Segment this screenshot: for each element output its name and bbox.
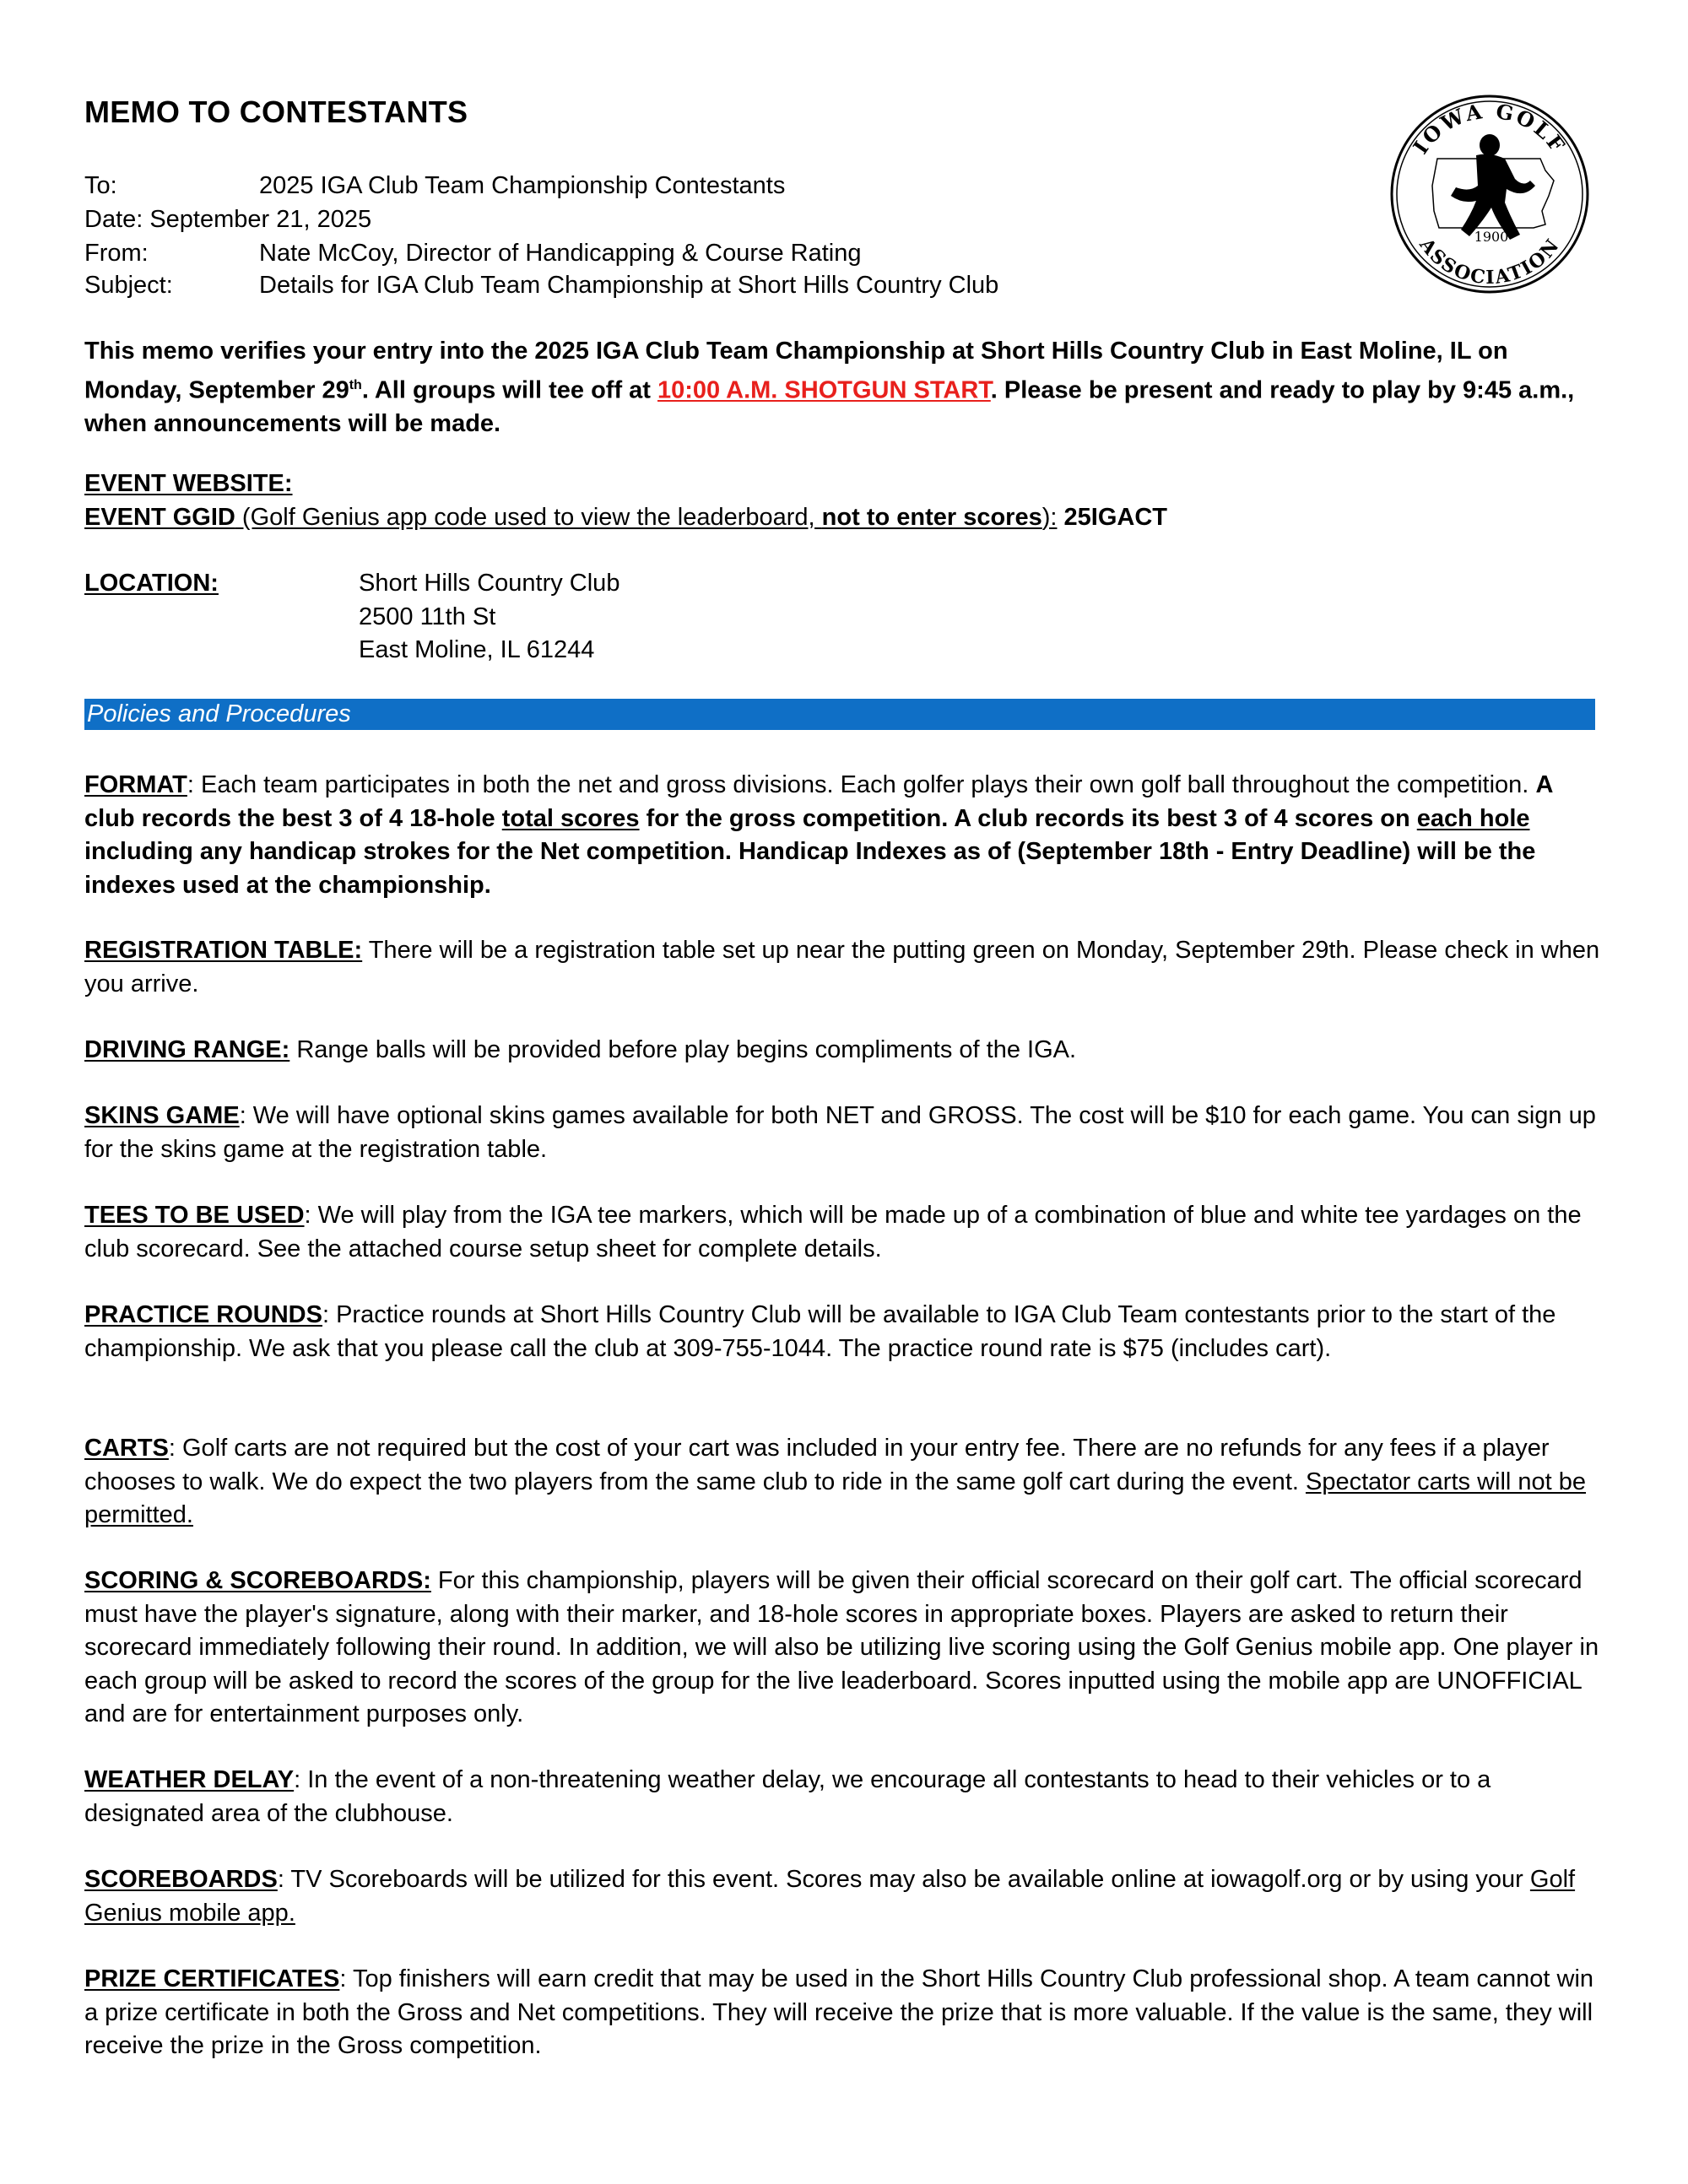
- practice-text: : Practice rounds at Short Hills Country Club will be available to IGA Club Team contestants prior to the start of the championship. We ask that you please call the club at 309-755-1044. The practice round rate is $75 (includes cart).: [84, 1301, 1556, 1362]
- range-label: DRIVING RANGE:: [84, 1036, 290, 1063]
- event-website-label: EVENT WEBSITE:: [84, 470, 293, 497]
- event-info: [84, 468, 1604, 534]
- format-bold-1: A club records the best 3 of 4 18-hole: [84, 771, 1553, 832]
- section-driving-range: [84, 1034, 1604, 1068]
- section-scoreboards: [84, 1863, 1604, 1930]
- registration-label: REGISTRATION TABLE:: [84, 937, 363, 964]
- practice-label: PRACTICE ROUNDS: [84, 1301, 322, 1328]
- format-bold-2: for the gross competition. A club records its best 3 of 4 scores on: [639, 804, 1417, 832]
- memo-title: MEMO TO CONTESTANTS: [84, 95, 468, 129]
- weather-text: : In the event of a non-threatening weather delay, we encourage all contestants to head to their vehicles or to a designated area of the clubhouse.: [84, 1766, 1491, 1827]
- to-value: 2025 IGA Club Team Championship Contestants: [259, 172, 786, 199]
- event-ggid-note: (Golf Genius app code used to view the leaderboard,: [235, 503, 822, 531]
- registration-text: There will be a registration table set up near the putting green on Monday, September 29th. Please check in when you arrive.: [84, 937, 1600, 997]
- carts-label: CARTS: [84, 1435, 169, 1462]
- location-line-1: Short Hills Country Club: [359, 570, 620, 597]
- scoreboards-label: SCOREBOARDS: [84, 1866, 278, 1893]
- scoreboards-text: : TV Scoreboards will be utilized for this event. Scores may also be available online at iowagolf.org or by using your: [277, 1866, 1530, 1893]
- section-prizes: [84, 1963, 1604, 2063]
- iga-logo: [1388, 93, 1591, 295]
- prizes-text: : Top finishers will earn credit that may be used in the Short Hills Country Club professional shop. A team cannot win a prize certificate in both the Gross and Net competitions. They will receive the prize that is more valuable. If the value is the same, they will receive the prize in the Gross competition.: [84, 1965, 1594, 2059]
- memo-date-line: [84, 203, 371, 236]
- date-label: Date:: [84, 206, 143, 233]
- location-line-3: East Moline, IL 61244: [359, 636, 595, 663]
- location-label: LOCATION:: [84, 570, 219, 597]
- format-bold-3: including any handicap strokes for the Net competition. Handicap Indexes as of (September 18th - Entry Deadline) will be the indexes used at the championship.: [84, 838, 1536, 899]
- section-format: [84, 769, 1604, 902]
- format-total-scores: total scores: [501, 804, 640, 832]
- location-block: [84, 567, 1604, 663]
- memo-subject-line: [84, 268, 998, 302]
- event-ggid-value: 25IGACT: [1057, 503, 1167, 531]
- section-practice: [84, 1299, 1604, 1365]
- subject-label: Subject:: [84, 272, 173, 299]
- section-scoring: [84, 1565, 1604, 1732]
- tees-text: : We will play from the IGA tee markers, which will be made up of a combination of blue and white tee yardages on the club scorecard. See the attached course setup sheet for complete details.: [84, 1202, 1582, 1262]
- logo-bottom-text: ASSOCIATION: [1415, 234, 1565, 289]
- section-weather: [84, 1764, 1604, 1830]
- location-line-2: 2500 11th St: [359, 603, 496, 630]
- event-ggid-note-end: ):: [1041, 503, 1058, 531]
- prizes-label: PRIZE CERTIFICATES: [84, 1965, 340, 1992]
- intro-text-1: This memo verifies your entry into the 2025 IGA Club Team Championship at Short Hills Country Club in East Moline, IL on Monday, September 29: [84, 338, 1508, 404]
- weather-label: WEATHER DELAY: [84, 1766, 295, 1793]
- skins-label: SKINS GAME: [84, 1102, 240, 1129]
- carts-text: : Golf carts are not required but the cost of your cart was included in your entry fee. There are no refunds for any fees if a player chooses to walk. We do expect the two players from the same club to ride in the same golf cart during the event.: [84, 1435, 1550, 1495]
- format-text: : Each team participates in both the net and gross divisions. Each golfer plays their own golf ball throughout the competition.: [187, 771, 1536, 798]
- scoring-text: For this championship, players will be given their official scorecard on their golf cart. The official scorecard must have the player's signature, along with their marker, and 18-hole scores in appropriate boxes. Players are asked to return their scorecard immediately following their round. In addition, we will also be utilizing live scoring using the Golf Genius mobile app. One player in each group will be asked to record the scores of the group for the live leaderboard. Scores inputted using the mobile app are UNOFFICIAL and are for entertainment purposes only.: [84, 1567, 1599, 1727]
- date-value: September 21, 2025: [149, 206, 372, 233]
- from-label: From:: [84, 240, 149, 267]
- carts-spectator-note: Spectator carts will not be permitted.: [84, 1468, 1587, 1528]
- memo-to-line: [84, 169, 785, 203]
- golf-genius-app-link[interactable]: Golf Genius mobile app.: [84, 1866, 1576, 1927]
- subject-value: Details for IGA Club Team Championship at Short Hills Country Club: [259, 272, 999, 299]
- range-text: Range balls will be provided before play begins compliments of the IGA.: [289, 1036, 1077, 1063]
- skins-text: : We will have optional skins games available for both NET and GROSS. The cost will be $10 for each game. You can sign up for the skins game at the registration table.: [84, 1102, 1596, 1163]
- format-label: FORMAT: [84, 771, 187, 798]
- to-label: To:: [84, 172, 117, 199]
- scoring-label: SCORING & SCOREBOARDS:: [84, 1567, 431, 1594]
- shotgun-start-highlight: 10:00 A.M. SHOTGUN START: [657, 376, 991, 404]
- section-tees: [84, 1199, 1604, 1266]
- section-carts: [84, 1432, 1604, 1533]
- section-registration: [84, 934, 1604, 1001]
- logo-year: 1900: [1474, 229, 1509, 245]
- intro-text-3: . Please be present and ready to play by 9:45 a.m., when announcements will be made.: [84, 376, 1575, 437]
- event-ggid-label: EVENT GGID: [84, 503, 235, 531]
- section-skins: [84, 1100, 1604, 1166]
- policies-banner: Policies and Procedures: [84, 699, 1595, 730]
- from-value: Nate McCoy, Director of Handicapping & Course Rating: [259, 240, 862, 267]
- logo-top-text: IOWA GOLF: [1408, 98, 1572, 159]
- intro-text-2: . All groups will tee off at: [361, 376, 657, 404]
- event-ggid-note-bold: not to enter scores: [821, 503, 1042, 531]
- intro-sup: th: [349, 377, 362, 392]
- location-address: [359, 567, 619, 668]
- tees-label: TEES TO BE USED: [84, 1202, 305, 1229]
- memo-from-line: [84, 236, 862, 270]
- intro-paragraph: [84, 335, 1604, 441]
- format-each-hole: each hole: [1416, 804, 1530, 832]
